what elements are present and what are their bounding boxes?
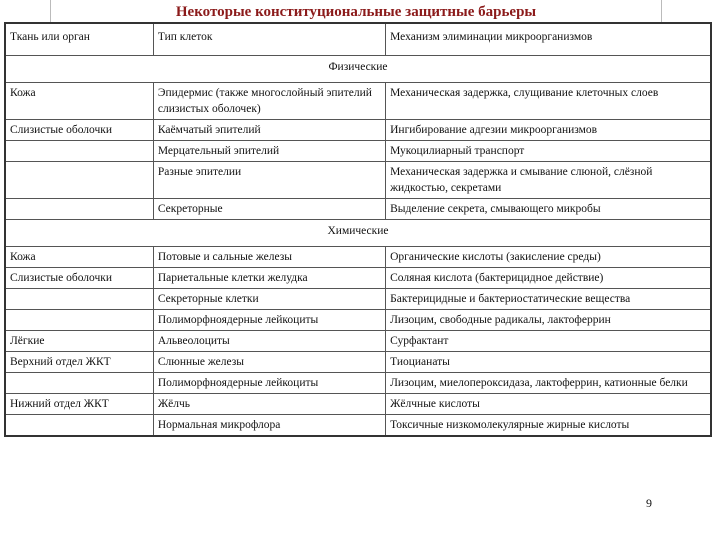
header-tissue: Ткань или орган: [5, 23, 153, 56]
table-row: [5, 268, 711, 289]
cell-type: Жёлчь: [153, 394, 385, 415]
section-chemical: Химические: [5, 220, 711, 247]
cell-mechanism: Лизоцим, свободные радикалы, лактоферрин: [386, 310, 711, 331]
section-row-physical: [5, 56, 711, 83]
section-row-chemical: [5, 220, 711, 247]
cell-mechanism: Жёлчные кислоты: [386, 394, 711, 415]
table-row: [5, 310, 711, 331]
cell-mechanism: Механическая задержка, слущивание клеточных слоев: [386, 83, 711, 120]
cell-mechanism: Бактерицидные и бактериостатические вещества: [386, 289, 711, 310]
cell-tissue: Слизистые оболочки: [5, 120, 153, 141]
header-row: [5, 23, 711, 56]
cell-type: Потовые и сальные железы: [153, 247, 385, 268]
cell-tissue: [5, 415, 153, 437]
cell-tissue: [5, 162, 153, 199]
cell-tissue: [5, 310, 153, 331]
cell-tissue: Верхний отдел ЖКТ: [5, 352, 153, 373]
header-cell-type: Тип клеток: [153, 23, 385, 56]
page-number: 9: [646, 496, 652, 510]
section-physical: Физические: [5, 56, 711, 83]
cell-type: Разные эпителии: [153, 162, 385, 199]
cell-mechanism: Тиоцианаты: [386, 352, 711, 373]
table-row: [5, 331, 711, 352]
barriers-table: [4, 22, 712, 437]
table-row: [5, 199, 711, 220]
cell-type: Париетальные клетки желудка: [153, 268, 385, 289]
cell-mechanism: Мукоцилиарный транспорт: [386, 141, 711, 162]
cell-type: Мерцательный эпителий: [153, 141, 385, 162]
table-row: [5, 247, 711, 268]
cell-type: Каёмчатый эпителий: [153, 120, 385, 141]
table-row: [5, 373, 711, 394]
cell-type: Эпидермис (также многослойный эпителий слизистых оболочек): [153, 83, 385, 120]
table-row: [5, 415, 711, 437]
cell-tissue: [5, 289, 153, 310]
cell-mechanism: Соляная кислота (бактерицидное действие): [386, 268, 711, 289]
cell-tissue: Кожа: [5, 83, 153, 120]
table-row: [5, 141, 711, 162]
cell-type: Слюнные железы: [153, 352, 385, 373]
table-row: [5, 162, 711, 199]
cell-type: Секреторные клетки: [153, 289, 385, 310]
table-row: [5, 289, 711, 310]
cell-mechanism: Органические кислоты (закисление среды): [386, 247, 711, 268]
page-title: Некоторые конституциональные защитные барьеры: [175, 4, 537, 20]
cell-type: Секреторные: [153, 199, 385, 220]
cell-mechanism: Сурфактант: [386, 331, 711, 352]
table-row: [5, 120, 711, 141]
cell-tissue: Нижний отдел ЖКТ: [5, 394, 153, 415]
cell-mechanism: Механическая задержка и смывание слюной, слёзной жидкостью, секретами: [386, 162, 711, 199]
cell-type: Нормальная микрофлора: [153, 415, 385, 437]
cell-tissue: Слизистые оболочки: [5, 268, 153, 289]
cell-type: Полиморфноядерные лейкоциты: [153, 310, 385, 331]
title-box: [50, 0, 662, 24]
cell-mechanism: Лизоцим, миелопероксидаза, лактоферрин, катионные белки: [386, 373, 711, 394]
chemical-rows: [5, 247, 711, 437]
cell-type: Полиморфноядерные лейкоциты: [153, 373, 385, 394]
header-mechanism: Механизм элиминации микроорганизмов: [386, 23, 711, 56]
table-row: [5, 83, 711, 120]
physical-rows: [5, 83, 711, 220]
table-row: [5, 352, 711, 373]
cell-tissue: Кожа: [5, 247, 153, 268]
cell-mechanism: Выделение секрета, смывающего микробы: [386, 199, 711, 220]
cell-mechanism: Токсичные низкомолекулярные жирные кислоты: [386, 415, 711, 437]
cell-mechanism: Ингибирование адгезии микроорганизмов: [386, 120, 711, 141]
cell-type: Альвеолоциты: [153, 331, 385, 352]
cell-tissue: [5, 141, 153, 162]
table-row: [5, 394, 711, 415]
cell-tissue: [5, 199, 153, 220]
cell-tissue: [5, 373, 153, 394]
cell-tissue: Лёгкие: [5, 331, 153, 352]
